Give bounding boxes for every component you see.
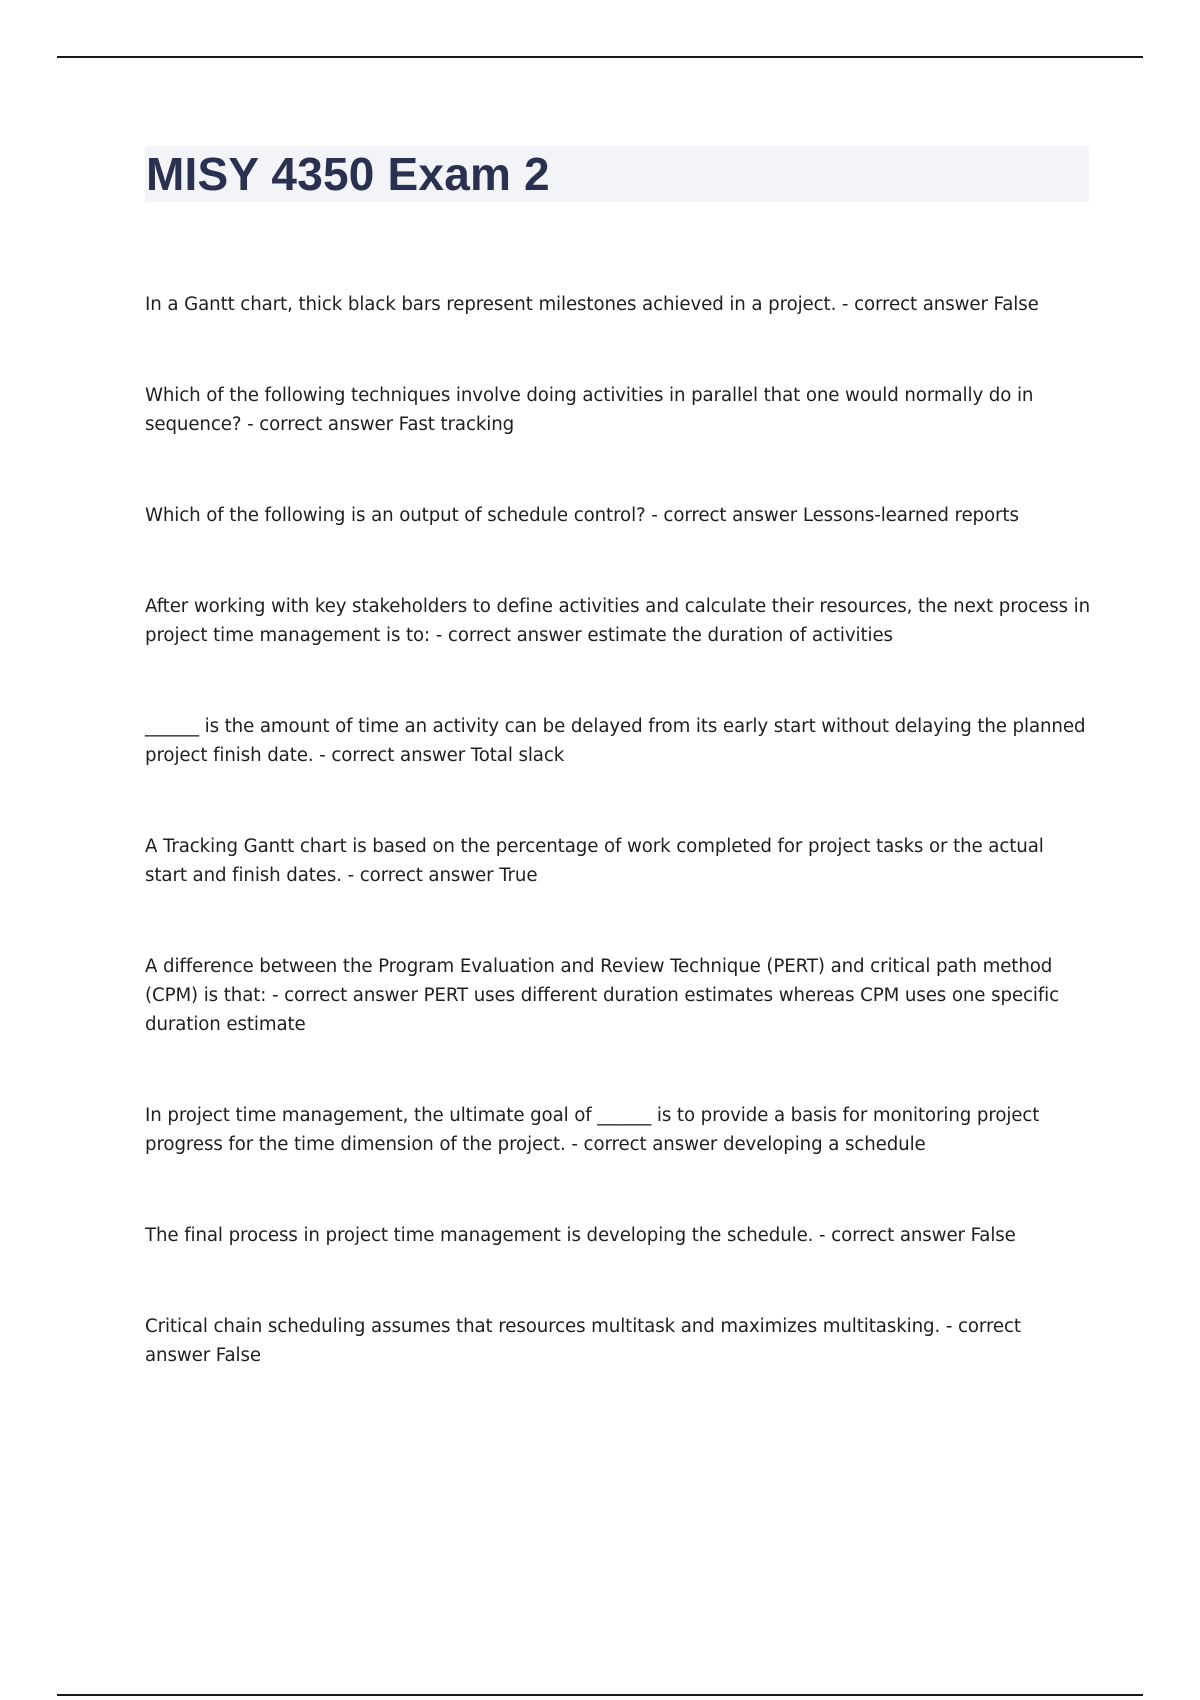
question-text: In project time management, the ultimate goal of ______ is to provide a basis for monitoring project progress for the time dimension of the project. bbox=[145, 1105, 1046, 1155]
answer-separator: - correct answer bbox=[813, 1225, 971, 1246]
qa-item bbox=[145, 1312, 1090, 1370]
top-rule bbox=[57, 56, 1143, 58]
question-text: In a Gantt chart, thick black bars represent milestones achieved in a project. bbox=[145, 294, 837, 315]
answer-text: False bbox=[215, 1345, 261, 1366]
qa-item bbox=[145, 1101, 1090, 1159]
page-title: MISY 4350 Exam 2 bbox=[146, 148, 550, 200]
question-text: Critical chain scheduling assumes that resources multitask and maximizes multitasking. bbox=[145, 1316, 941, 1337]
answer-text: developing a schedule bbox=[723, 1134, 926, 1155]
qa-item bbox=[145, 501, 1090, 530]
answer-separator: - correct answer bbox=[565, 1134, 723, 1155]
qa-item bbox=[145, 1221, 1090, 1250]
answer-text: estimate the duration of activities bbox=[587, 625, 893, 646]
qa-item bbox=[145, 290, 1090, 319]
answer-separator: - correct answer bbox=[266, 985, 424, 1006]
bottom-rule bbox=[57, 1694, 1143, 1696]
question-text: Which of the following techniques involve doing activities in parallel that one would normally do in sequence? bbox=[145, 385, 1040, 435]
answer-separator: - correct answer bbox=[145, 1316, 1027, 1366]
question-text: After working with key stakeholders to define activities and calculate their resources, the next process in project time management is to: bbox=[145, 596, 1096, 646]
answer-text: False bbox=[993, 294, 1039, 315]
question-text: A difference between the Program Evaluation and Review Technique (PERT) and critical path method (CPM) is that: bbox=[145, 956, 1058, 1006]
question-text: Which of the following is an output of schedule control? bbox=[145, 505, 646, 526]
answer-separator: - correct answer bbox=[241, 414, 399, 435]
answer-separator: - correct answer bbox=[341, 865, 500, 886]
answer-separator: - correct answer bbox=[430, 625, 588, 646]
answer-text: False bbox=[970, 1225, 1016, 1246]
qa-item bbox=[145, 712, 1090, 770]
answer-separator: - correct answer bbox=[313, 745, 471, 766]
qa-item bbox=[145, 832, 1090, 890]
answer-text: Total slack bbox=[470, 745, 565, 766]
answer-separator: - correct answer bbox=[645, 505, 803, 526]
question-text: A Tracking Gantt chart is based on the percentage of work completed for project tasks or the actual start and finish dates. bbox=[145, 836, 1050, 886]
question-text: The final process in project time management is developing the schedule. bbox=[145, 1225, 814, 1246]
answer-separator: - correct answer bbox=[836, 294, 994, 315]
question-text: ______ is the amount of time an activity can be delayed from its early start without delaying the planned project finish date. bbox=[145, 716, 1092, 766]
qa-item bbox=[145, 381, 1090, 439]
qa-list bbox=[145, 290, 1096, 1432]
answer-text: Fast tracking bbox=[398, 414, 515, 435]
answer-text: PERT uses different duration estimates whereas CPM uses one specific duration estimate bbox=[145, 985, 1065, 1035]
answer-text: Lessons-learned reports bbox=[802, 505, 1019, 526]
qa-item bbox=[145, 952, 1090, 1039]
answer-text: True bbox=[499, 865, 538, 886]
qa-item bbox=[145, 592, 1096, 650]
